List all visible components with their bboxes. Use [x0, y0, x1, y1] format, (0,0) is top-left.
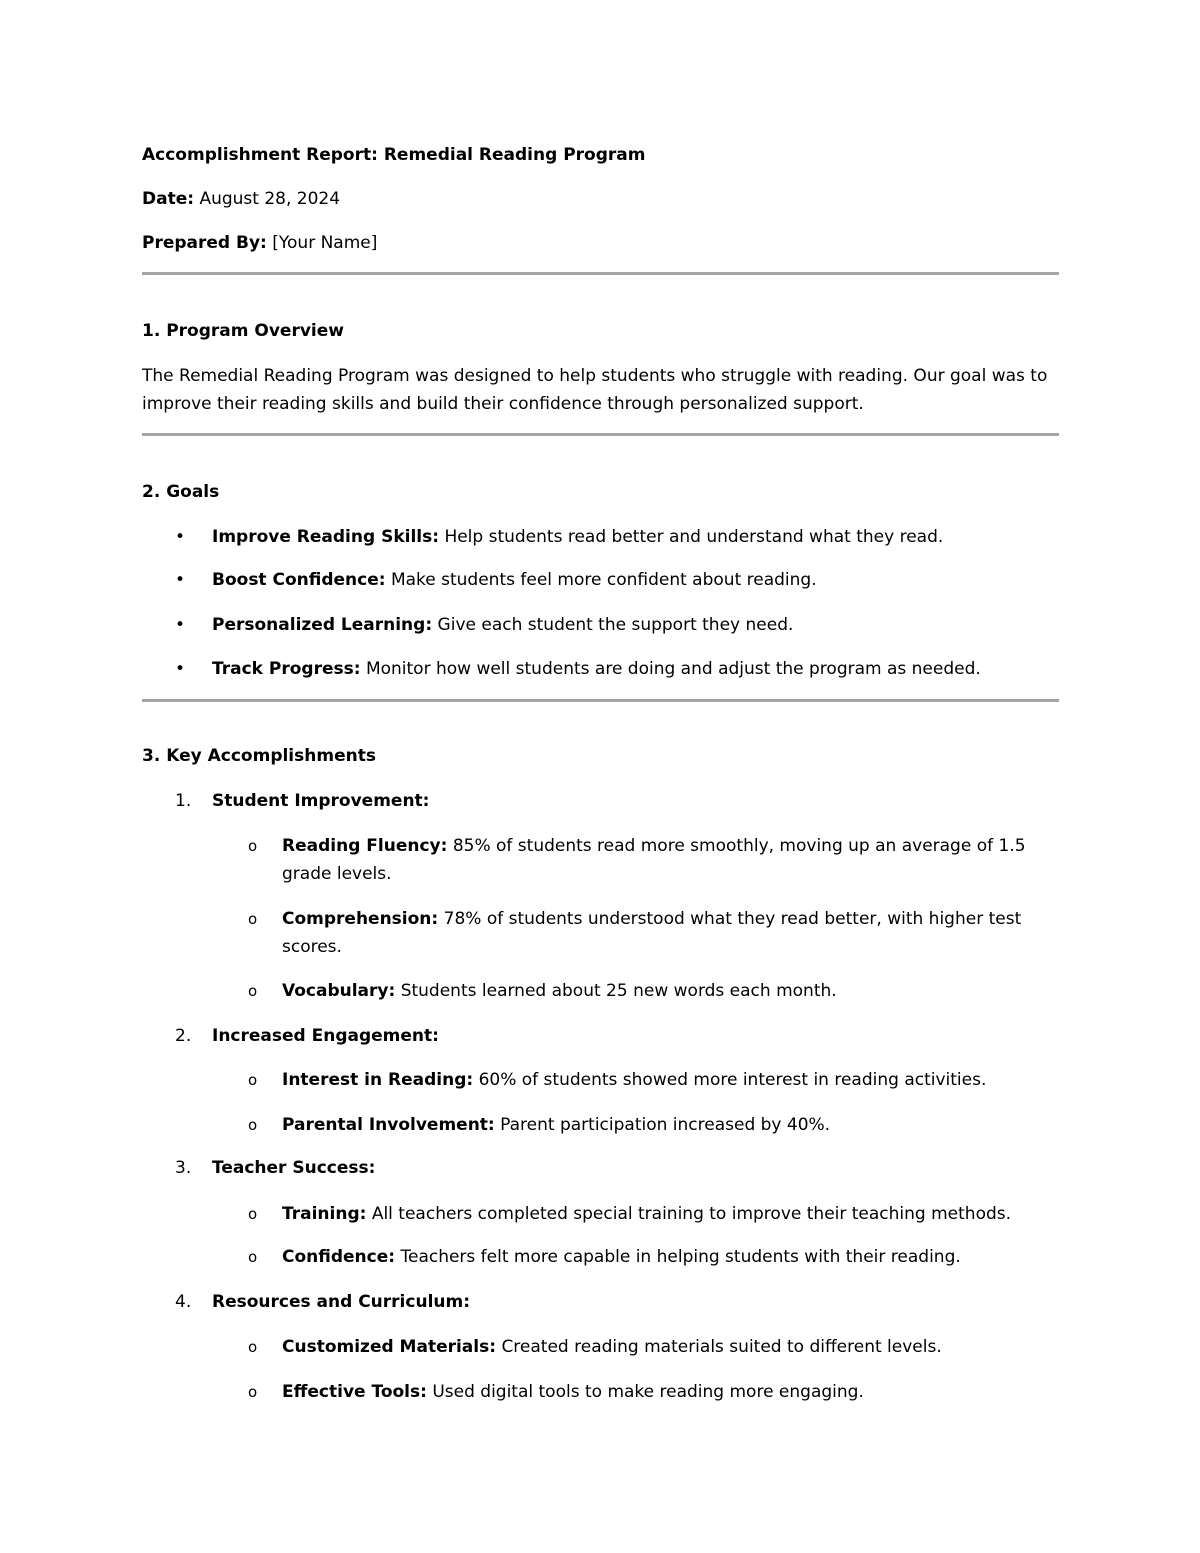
bullet-marker: •	[175, 527, 186, 547]
sub-bullet-marker: o	[248, 910, 258, 928]
section-heading-accomplishments: 3. Key Accomplishments	[142, 746, 376, 766]
bullet-marker: •	[175, 615, 186, 635]
accomplishment-item: Effective Tools: Used digital tools to make reading more engaging.	[282, 1382, 864, 1402]
accomplishment-item: Confidence: Teachers felt more capable in helping students with their reading.	[282, 1247, 961, 1267]
sub-bullet-marker: o	[248, 1338, 258, 1356]
accomplishment-group-title: Resources and Curriculum:	[212, 1292, 471, 1312]
report-prepared-by: Prepared By: [Your Name]	[142, 233, 378, 253]
accomplishment-item: Training: All teachers completed special training to improve their teaching methods.	[282, 1204, 1012, 1224]
accomplishment-group-title: Increased Engagement:	[212, 1026, 439, 1046]
accomplishment-item: Comprehension: 78% of students understood what they read better, with higher test scores.	[282, 909, 1022, 957]
sub-bullet-marker: o	[248, 837, 258, 855]
report-title: Accomplishment Report: Remedial Reading Program	[142, 145, 646, 165]
section-divider	[142, 433, 1059, 436]
goal-item: Track Progress: Monitor how well students are doing and adjust the program as needed.	[212, 659, 981, 679]
accomplishment-item: Reading Fluency: 85% of students read more smoothly, moving up an average of 1.5 grade levels.	[282, 836, 1026, 884]
sub-bullet-marker: o	[248, 1383, 258, 1401]
sub-bullet-marker: o	[248, 1205, 258, 1223]
accomplishment-item: Vocabulary: Students learned about 25 new words each month.	[282, 981, 837, 1001]
list-number: 3.	[175, 1158, 192, 1178]
accomplishment-item: Customized Materials: Created reading materials suited to different levels.	[282, 1337, 942, 1357]
bullet-marker: •	[175, 659, 186, 679]
sub-bullet-marker: o	[248, 982, 258, 1000]
sub-bullet-marker: o	[248, 1248, 258, 1266]
accomplishment-group-title: Teacher Success:	[212, 1158, 376, 1178]
section-heading-goals: 2. Goals	[142, 482, 220, 502]
goal-item: Personalized Learning: Give each student the support they need.	[212, 615, 794, 635]
accomplishment-group-title: Student Improvement:	[212, 791, 430, 811]
overview-paragraph: The Remedial Reading Program was designed to help students who struggle with reading. Our goal was to improve their reading skills and build their confidence through personalized support.	[142, 366, 1048, 414]
bullet-marker: •	[175, 570, 186, 590]
list-number: 2.	[175, 1026, 192, 1046]
accomplishment-item: Interest in Reading: 60% of students showed more interest in reading activities.	[282, 1070, 987, 1090]
list-number: 1.	[175, 791, 192, 811]
list-number: 4.	[175, 1292, 192, 1312]
section-heading-overview: 1. Program Overview	[142, 321, 344, 341]
report-date: Date: August 28, 2024	[142, 189, 341, 209]
sub-bullet-marker: o	[248, 1116, 258, 1134]
goal-item: Boost Confidence: Make students feel more confident about reading.	[212, 570, 817, 590]
section-divider	[142, 272, 1059, 275]
sub-bullet-marker: o	[248, 1071, 258, 1089]
goal-item: Improve Reading Skills: Help students read better and understand what they read.	[212, 527, 944, 547]
accomplishment-item: Parental Involvement: Parent participation increased by 40%.	[282, 1115, 831, 1135]
section-divider	[142, 699, 1059, 702]
